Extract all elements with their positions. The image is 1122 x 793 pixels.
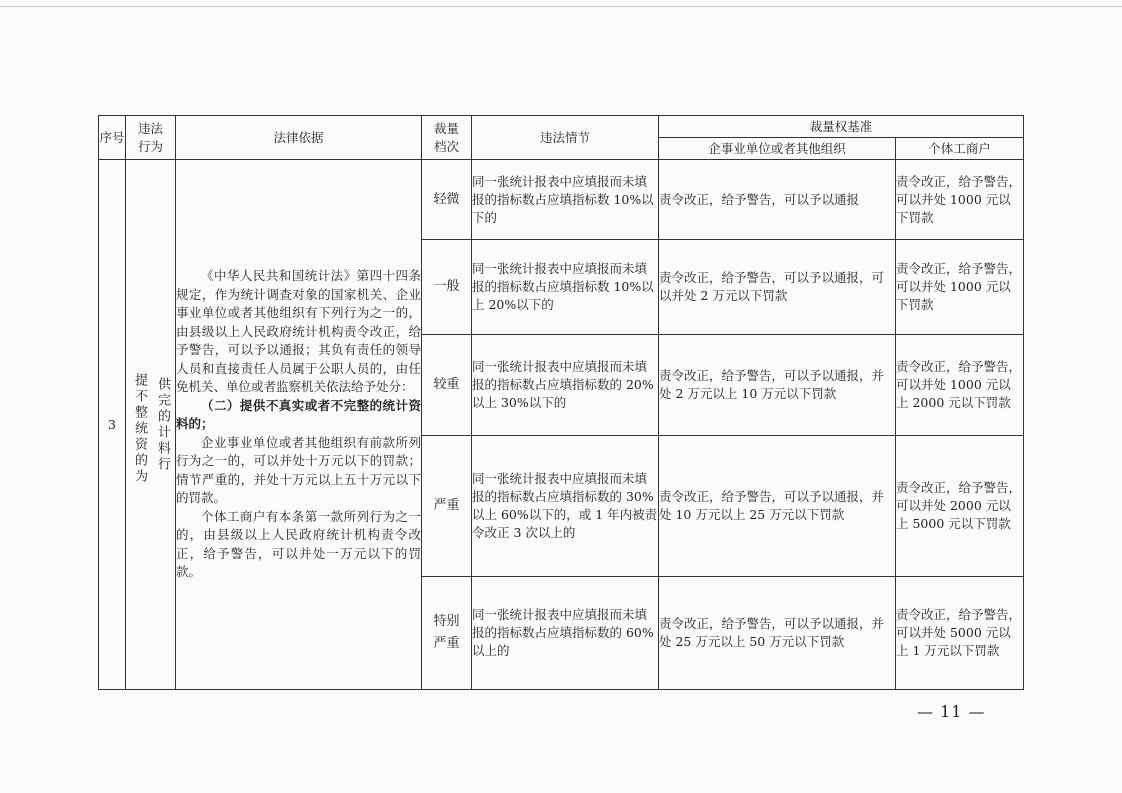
basis-paragraph-1: 《中华人民共和国统计法》第四十四条规定，作为统计调查对象的国家机关、企业事业单位或者其他组织有下列行为之一的，由县级以上人民政府统计机构责令改正，给予警告，可以予以通报；其负有责任的领导人员和直接责任人员属于公职人员的，由任免机关、单位或者监察机关依法给予处分：	[176, 268, 421, 395]
individual-penalty-general: 责令改正，给予警告，可以并处 1000 元以下罚款	[896, 240, 1024, 335]
page-number: — 11 —	[917, 702, 986, 721]
behavior-column-2: 供完的计料行	[155, 376, 170, 473]
level-severe: 严重	[422, 436, 472, 577]
legal-basis	[176, 160, 422, 690]
level-minor: 轻微	[422, 160, 472, 240]
individual-penalty-extremely-severe: 责令改正，给予警告，可以并处 5000 元以上 1 万元以下罚款	[896, 577, 1024, 690]
circumstance-severe: 同一张统计报表中应填报而未填报的指标数占应填指标数的 30%以上 60%以下的，或 1 年内被责令改正 3 次以上的	[472, 436, 659, 577]
header-benchmark: 裁量权基准	[659, 116, 1024, 138]
header-row-1	[99, 116, 1024, 138]
page-top-rule	[0, 6, 1122, 7]
individual-penalty-serious: 责令改正，给予警告，可以并处 1000 元以上 2000 元以下罚款	[896, 335, 1024, 436]
individual-penalty-minor: 责令改正，给予警告，可以并处 1000 元以下罚款	[896, 160, 1024, 240]
basis-paragraph-2: 企业事业单位或者其他组织有前款所列行为之一的，可以并处十万元以下的罚款；情节严重的，并处十万元以上五十万元以下的罚款。	[176, 434, 421, 506]
header-seq: 序号	[99, 116, 126, 160]
behavior-column-1: 提不整统资的为	[132, 372, 147, 485]
enterprise-penalty-general: 责令改正，给予警告，可以予以通报，可以并处 2 万元以下罚款	[659, 240, 896, 335]
enterprise-penalty-extremely-severe: 责令改正，给予警告，可以予以通报，并处 25 万元以上 50 万元以下罚款	[659, 577, 896, 690]
header-individual: 个体工商户	[896, 138, 1024, 160]
basis-bold-clause: （二）提供不真实或者不完整的统计资料的；	[176, 397, 421, 432]
circumstance-general: 同一张统计报表中应填报而未填报的指标数占应填指标数 10%以上 20%以下的	[472, 240, 659, 335]
header-level: 裁量档次	[422, 116, 472, 160]
circumstance-minor: 同一张统计报表中应填报而未填报的指标数占应填指标数 10%以下的	[472, 160, 659, 240]
level-extremely-severe-label: 特别严重	[433, 614, 460, 651]
header-basis: 法律依据	[176, 116, 422, 160]
header-behavior: 违法行为	[126, 116, 176, 160]
level-extremely-severe	[422, 577, 472, 690]
row-seq: 3	[99, 160, 126, 690]
circumstance-serious: 同一张统计报表中应填报而未填报的指标数占应填指标数的 20%以上 30%以下的	[472, 335, 659, 436]
row-behavior	[126, 160, 176, 690]
circumstance-extremely-severe: 同一张统计报表中应填报而未填报的指标数占应填指标数的 60%以上的	[472, 577, 659, 690]
enterprise-penalty-severe: 责令改正，给予警告，可以予以通报，并处 10 万元以上 25 万元以下罚款	[659, 436, 896, 577]
level-serious: 较重	[422, 335, 472, 436]
individual-penalty-severe: 责令改正，给予警告，可以并处 2000 元以上 5000 元以下罚款	[896, 436, 1024, 577]
level-general: 一般	[422, 240, 472, 335]
header-circumstance: 违法情节	[472, 116, 659, 160]
basis-paragraph-3: 个体工商户有本条第一款所列行为之一的，由县级以上人民政府统计机构责令改正，给予警告，可以并处一万元以下的罚款。	[176, 508, 421, 580]
table-row	[99, 160, 1024, 240]
enterprise-penalty-serious: 责令改正，给予警告，可以予以通报，并处 2 万元以上 10 万元以下罚款	[659, 335, 896, 436]
header-enterprise: 企事业单位或者其他组织	[659, 138, 896, 160]
discretion-standard-table	[98, 115, 1024, 690]
enterprise-penalty-minor: 责令改正，给予警告，可以予以通报	[659, 160, 896, 240]
